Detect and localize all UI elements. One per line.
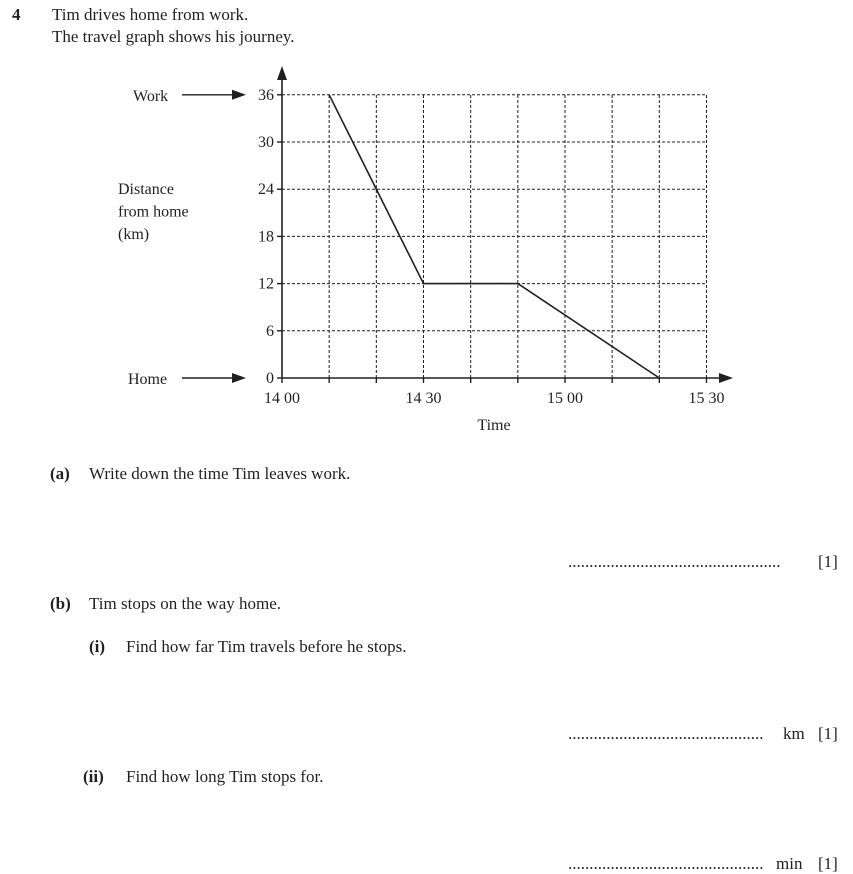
- part-b-i-unit: km: [783, 724, 805, 743]
- question-line-2: The travel graph shows his journey.: [52, 27, 295, 46]
- work-arrow-head: [232, 90, 246, 100]
- part-b-ii-answer-line[interactable]: ..............................................: [568, 854, 764, 873]
- y-tick-label: 24: [258, 181, 274, 199]
- part-b-ii-text: Find how long Tim stops for.: [126, 767, 324, 786]
- part-a-marks: [1]: [818, 552, 838, 571]
- x-axis-label: Time: [477, 417, 511, 434]
- x-tick-label: 15 30: [688, 390, 725, 407]
- y-axis-label: Distance: [118, 181, 174, 198]
- x-tick-label: 14 30: [405, 390, 442, 407]
- y-axis-label: from home: [118, 203, 189, 221]
- x-axis-arrow: [719, 373, 733, 383]
- home-label: Home: [128, 371, 168, 388]
- y-axis-label: (km): [118, 226, 150, 243]
- x-tick-label: 15 00: [546, 390, 583, 407]
- question-line-1: Tim drives home from work.: [52, 5, 249, 24]
- y-tick-label: 30: [258, 134, 274, 151]
- part-b-text: Tim stops on the way home.: [89, 594, 282, 613]
- part-b-label: (b): [50, 594, 71, 613]
- part-b-ii-marks: [1]: [818, 854, 838, 873]
- part-a-label: (a): [50, 464, 70, 483]
- part-b-i-marks: [1]: [818, 724, 838, 743]
- x-tick-label: 14 00: [264, 390, 300, 407]
- part-b-i-text: Find how far Tim travels before he stops.: [126, 637, 407, 656]
- y-tick-label: 12: [258, 275, 274, 293]
- y-axis-arrow: [277, 66, 287, 80]
- y-tick-label: 0: [266, 370, 274, 387]
- y-tick-label: 36: [258, 86, 274, 104]
- part-b-i-label: (i): [89, 637, 106, 656]
- part-b-ii-unit: min: [776, 854, 803, 873]
- part-a-text: Write down the time Tim leaves work.: [89, 464, 351, 483]
- home-arrow-head: [232, 373, 246, 383]
- part-b-i-answer-line[interactable]: ..............................................: [568, 724, 764, 743]
- y-tick-label: 6: [266, 322, 274, 340]
- question-number: 4: [12, 5, 21, 24]
- y-tick-label: 18: [258, 228, 274, 246]
- work-label: Work: [133, 87, 169, 105]
- part-a-answer-line[interactable]: ..................................................: [568, 552, 781, 571]
- part-b-ii-label: (ii): [83, 767, 104, 786]
